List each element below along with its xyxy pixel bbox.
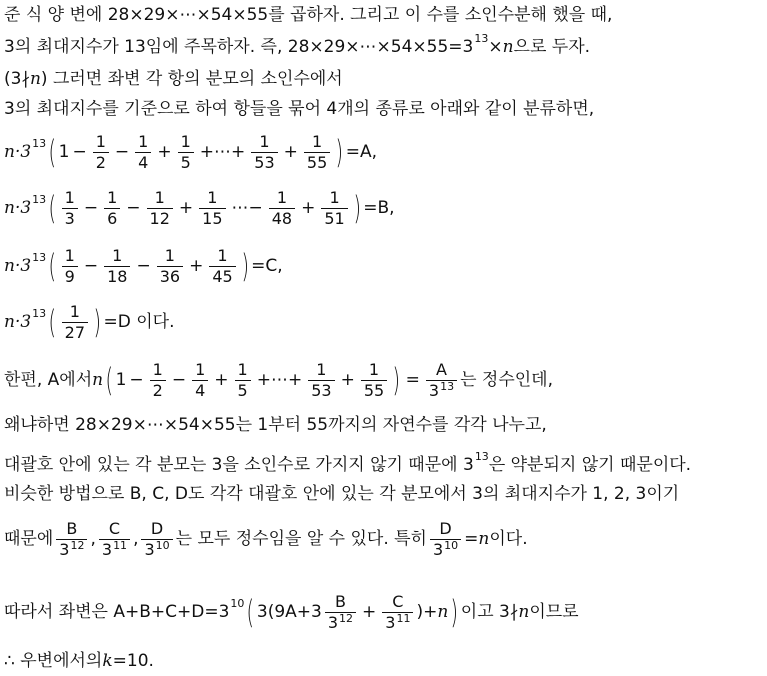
line-14-text-c: )+ bbox=[416, 601, 438, 622]
denominator bbox=[141, 539, 172, 558]
numerator: D bbox=[439, 518, 452, 538]
line-12-text: 비슷한 방법으로 B, C, D도 각각 대괄호 안에 있는 각 분모에서 3의 최대지수가 1, 2, 3이기 bbox=[4, 483, 680, 504]
equals: = bbox=[405, 369, 420, 390]
numerator: 1 bbox=[237, 359, 248, 379]
fraction bbox=[93, 131, 109, 172]
numerator: 1 bbox=[64, 245, 75, 265]
denominator bbox=[99, 539, 130, 558]
numerator: 1 bbox=[329, 187, 340, 207]
exponent: 13 bbox=[32, 306, 47, 320]
text-line-11 bbox=[4, 450, 691, 480]
var-n: n bbox=[518, 601, 530, 622]
denominator: 3 bbox=[62, 208, 78, 227]
operator: + bbox=[189, 255, 204, 276]
exponent: 10 bbox=[444, 538, 459, 552]
right-paren: ) bbox=[450, 593, 459, 631]
fraction bbox=[304, 131, 330, 172]
operator: − bbox=[171, 369, 187, 390]
eq-prefix: n·3 bbox=[4, 311, 32, 332]
base: 3 bbox=[59, 539, 70, 559]
denominator: 2 bbox=[150, 380, 166, 399]
text-line-1 bbox=[4, 0, 612, 30]
numerator: 1 bbox=[368, 359, 380, 379]
denominator: 12 bbox=[147, 208, 173, 227]
numerator: 1 bbox=[207, 187, 218, 207]
line-11-text-a: 대괄호 안에 있는 각 분모는 3을 소인수로 가지지 않기 때문에 3 bbox=[4, 454, 474, 475]
right-paren: ) bbox=[392, 361, 401, 399]
exponent: 11 bbox=[396, 611, 411, 625]
text-line-12 bbox=[4, 479, 679, 509]
line-14-text-e: 이므로 bbox=[529, 601, 579, 622]
denominator: 36 bbox=[157, 266, 183, 285]
denominator: 15 bbox=[199, 208, 225, 227]
fraction-d2 bbox=[430, 518, 461, 559]
numerator: 1 bbox=[95, 131, 106, 151]
operator: − bbox=[72, 141, 87, 162]
text-line-14 bbox=[4, 586, 579, 638]
fraction-b bbox=[325, 591, 356, 632]
operator: − bbox=[83, 197, 99, 218]
base: 3 bbox=[432, 539, 444, 559]
numerator: 1 bbox=[154, 187, 165, 207]
denominator: 6 bbox=[104, 208, 120, 227]
line-1-text: 준 식 양 변에 28×29×⋯×54×55를 곱하자. 그리고 이 수를 소인수분해 했을 때, bbox=[4, 4, 613, 25]
equation-d bbox=[4, 300, 175, 344]
exponent: 13 bbox=[474, 31, 489, 45]
operator: + bbox=[178, 197, 194, 218]
fraction bbox=[178, 131, 194, 172]
fraction bbox=[157, 245, 183, 286]
base: 3 bbox=[144, 539, 155, 559]
numerator: 1 bbox=[69, 301, 80, 321]
operator: − bbox=[129, 369, 144, 390]
denominator: 55 bbox=[361, 380, 387, 399]
var-n: n bbox=[478, 528, 490, 549]
numerator: 1 bbox=[316, 359, 327, 379]
numerator: C bbox=[108, 518, 121, 538]
operator: +⋯+ bbox=[199, 141, 246, 162]
operator: + bbox=[283, 141, 298, 162]
line-2-text-c: 으로 두자. bbox=[513, 36, 591, 57]
line-3-text-b: ) 그러면 좌변 각 항의 분모의 소인수에서 bbox=[40, 68, 343, 89]
denominator: 2 bbox=[93, 152, 109, 171]
operator: + bbox=[362, 601, 377, 622]
fraction-b bbox=[56, 518, 87, 559]
exponent: 12 bbox=[339, 611, 354, 625]
fraction bbox=[147, 187, 173, 228]
line-10-text: 왜냐하면 28×29×⋯×54×55는 1부터 55까지의 자연수를 각각 나누고, bbox=[4, 414, 547, 435]
eq-result: =C, bbox=[251, 255, 283, 276]
exponent: 10 bbox=[155, 538, 170, 552]
line-15-text-a: ∴ 우변에서의 bbox=[4, 650, 103, 671]
exponent: 10 bbox=[230, 596, 245, 610]
one: 1 bbox=[58, 141, 70, 162]
var-n: n bbox=[29, 68, 41, 89]
denominator: 4 bbox=[192, 380, 208, 399]
denominator: 9 bbox=[62, 266, 78, 285]
numerator: 1 bbox=[64, 187, 75, 207]
numerator: 1 bbox=[107, 187, 118, 207]
numerator: 1 bbox=[180, 131, 191, 151]
text-line-9 bbox=[4, 358, 553, 402]
operator: + bbox=[301, 197, 316, 218]
operator: +⋯+ bbox=[256, 369, 303, 390]
fraction bbox=[104, 245, 130, 286]
line-2-text-a: 3의 최대지수가 13임에 주목하자. 즉, 28×29×⋯×54×55=3 bbox=[4, 36, 474, 57]
base: 3 bbox=[101, 539, 113, 559]
denominator: 27 bbox=[62, 322, 88, 341]
operator: + bbox=[157, 141, 172, 162]
eq-result: =A, bbox=[345, 141, 378, 162]
fraction bbox=[269, 187, 295, 228]
text-line-4 bbox=[4, 94, 594, 124]
eq-result: =B, bbox=[363, 197, 395, 218]
text-line-15 bbox=[4, 646, 154, 676]
denominator: 55 bbox=[304, 152, 330, 171]
line-11-text-b: 은 약분되지 않기 때문이다. bbox=[488, 454, 692, 475]
text-line-10 bbox=[4, 410, 547, 440]
one: 1 bbox=[115, 369, 127, 390]
denominator bbox=[382, 612, 413, 631]
operator: − bbox=[83, 255, 99, 276]
line-9-text-b: 는 정수인데, bbox=[460, 369, 554, 390]
fraction-d bbox=[141, 518, 172, 559]
line-14-text-a: 따라서 좌변은 A+B+C+D=3 bbox=[4, 601, 230, 622]
line-9-text-a: 한편, A에서 bbox=[4, 369, 93, 390]
numerator: D bbox=[150, 518, 164, 538]
base: 3 bbox=[327, 612, 339, 632]
operator: − bbox=[126, 197, 141, 218]
numerator: A bbox=[436, 359, 447, 379]
fraction bbox=[209, 245, 235, 286]
text-line-2 bbox=[4, 32, 590, 62]
denominator: 48 bbox=[269, 208, 295, 227]
denominator: 51 bbox=[321, 208, 347, 227]
line-15-text-b: =10. bbox=[112, 650, 154, 671]
fraction bbox=[135, 131, 151, 172]
numerator: 1 bbox=[311, 131, 323, 151]
fraction bbox=[235, 359, 251, 400]
line-14-text-b: 3(9A+3 bbox=[256, 601, 322, 622]
exponent: 12 bbox=[70, 538, 85, 552]
fraction-c bbox=[382, 591, 413, 632]
exponent: 13 bbox=[474, 449, 489, 463]
eq-prefix: n·3 bbox=[4, 197, 32, 218]
text-line-13 bbox=[4, 514, 528, 564]
fraction-c bbox=[99, 518, 130, 559]
numerator: 1 bbox=[195, 359, 206, 379]
denominator bbox=[56, 539, 87, 558]
fraction bbox=[62, 301, 88, 342]
text-line-3 bbox=[4, 64, 343, 94]
line-4-text: 3의 최대지수를 기준으로 하여 항들을 묶어 4개의 종류로 아래와 같이 분류하면, bbox=[4, 98, 595, 119]
numerator: C bbox=[392, 591, 404, 611]
right-paren: ) bbox=[335, 133, 344, 171]
line-13-text-a: 때문에 bbox=[4, 528, 54, 549]
numerator: 1 bbox=[217, 245, 228, 265]
denominator: 45 bbox=[209, 266, 235, 285]
denominator bbox=[426, 380, 457, 399]
denominator: 4 bbox=[135, 152, 151, 171]
fraction bbox=[62, 245, 78, 286]
var-k: k bbox=[102, 650, 113, 671]
fraction bbox=[321, 187, 347, 228]
fraction bbox=[361, 359, 387, 400]
var-n: n bbox=[437, 601, 449, 622]
fraction bbox=[62, 187, 78, 228]
numerator: B bbox=[66, 518, 78, 538]
denominator bbox=[325, 612, 356, 631]
left-paren: ( bbox=[48, 133, 57, 171]
fraction bbox=[426, 359, 457, 400]
numerator: 1 bbox=[112, 245, 123, 265]
denominator: 53 bbox=[251, 152, 277, 171]
left-paren: ( bbox=[48, 303, 57, 341]
left-paren: ( bbox=[246, 593, 255, 631]
equation-a bbox=[4, 130, 377, 174]
base: 3 bbox=[385, 612, 396, 632]
numerator: 1 bbox=[164, 245, 175, 265]
times-sign: × bbox=[488, 36, 503, 57]
equation-c bbox=[4, 244, 283, 288]
line-14-text-d: 이고 3∤ bbox=[460, 601, 519, 622]
right-paren: ) bbox=[93, 303, 102, 341]
fraction bbox=[251, 131, 277, 172]
numerator: 1 bbox=[276, 187, 288, 207]
operator: + bbox=[214, 369, 229, 390]
denominator: 5 bbox=[178, 152, 194, 171]
eq-result: =D 이다. bbox=[103, 311, 175, 332]
exponent: 13 bbox=[32, 250, 47, 264]
fraction bbox=[104, 187, 120, 228]
exponent: 13 bbox=[32, 136, 47, 150]
left-paren: ( bbox=[48, 189, 57, 227]
equation-b bbox=[4, 186, 395, 230]
exponent: 11 bbox=[113, 538, 128, 552]
var-n: n bbox=[92, 369, 104, 390]
right-paren: ) bbox=[353, 189, 361, 227]
numerator: B bbox=[334, 591, 346, 611]
fraction bbox=[192, 359, 208, 400]
var-n: n bbox=[502, 36, 514, 57]
numerator: 1 bbox=[152, 359, 163, 379]
numerator: 1 bbox=[138, 131, 149, 151]
line-3-text-a: (3∤ bbox=[4, 68, 30, 89]
operator: + bbox=[340, 369, 355, 390]
fraction bbox=[199, 187, 225, 228]
left-paren: ( bbox=[105, 361, 114, 399]
right-paren: ) bbox=[241, 247, 249, 285]
fraction bbox=[150, 359, 166, 400]
denominator: 18 bbox=[104, 266, 130, 285]
eq-prefix: n·3 bbox=[4, 255, 32, 276]
fraction bbox=[308, 359, 334, 400]
operator: − bbox=[114, 141, 130, 162]
exponent: 13 bbox=[32, 192, 47, 206]
eq-prefix: n·3 bbox=[4, 141, 32, 162]
comma: , bbox=[133, 528, 139, 549]
numerator: 1 bbox=[259, 131, 270, 151]
base: 3 bbox=[428, 380, 440, 400]
comma: , bbox=[90, 528, 96, 549]
left-paren: ( bbox=[48, 247, 57, 285]
denominator: 53 bbox=[308, 380, 334, 399]
denominator: 5 bbox=[235, 380, 251, 399]
denominator bbox=[430, 539, 461, 558]
line-13-text-d: 이다. bbox=[489, 528, 528, 549]
line-13-text-b: 는 모두 정수임을 알 수 있다. 특히 bbox=[175, 528, 427, 549]
operator: ⋯− bbox=[231, 197, 263, 218]
operator: − bbox=[136, 255, 151, 276]
equals: = bbox=[464, 528, 479, 549]
exponent: 13 bbox=[440, 379, 455, 393]
